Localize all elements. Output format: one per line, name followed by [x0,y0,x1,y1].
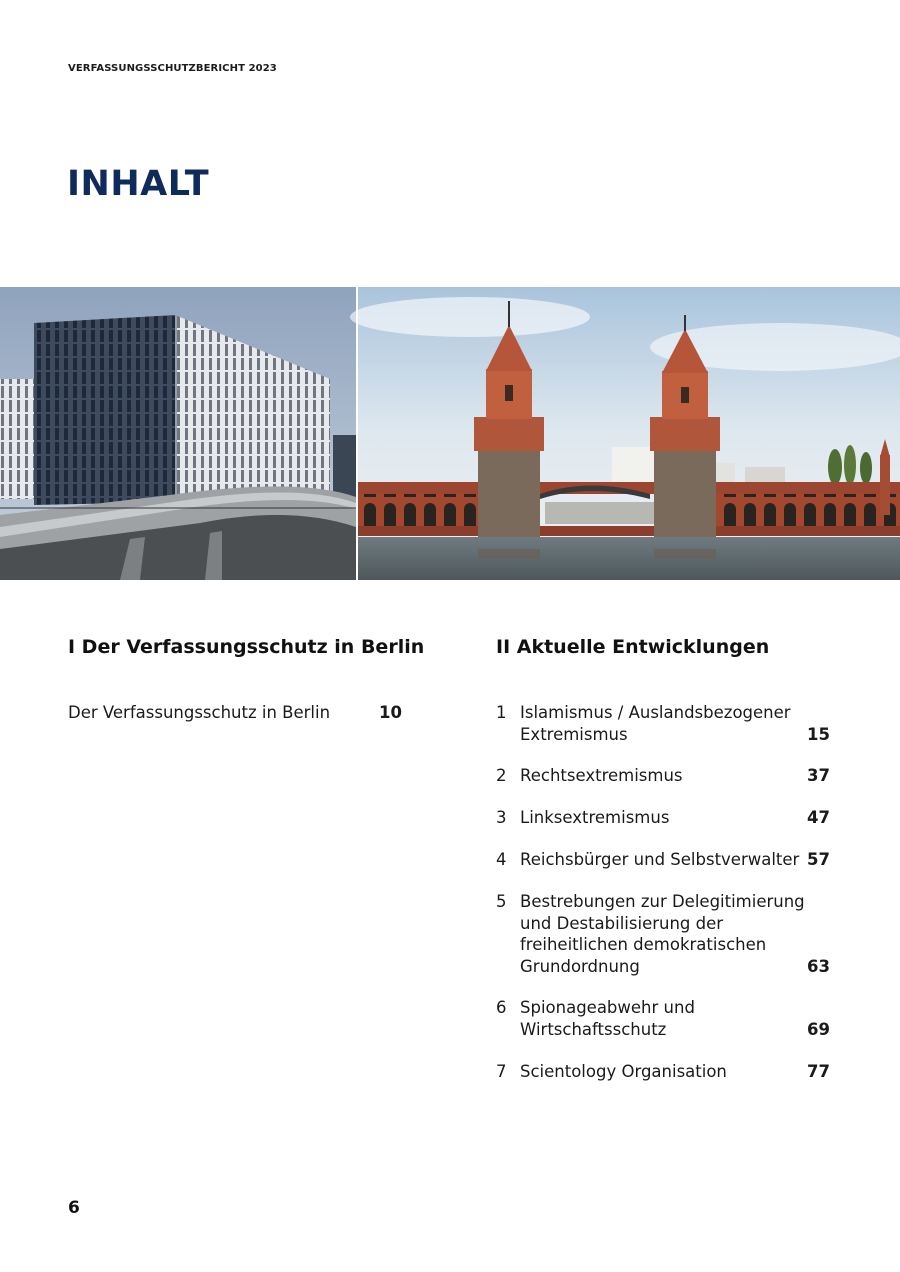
toc-entry-title-line: Extremismus [520,724,628,744]
toc-entry-title-line: Grundordnung [520,956,640,976]
building-bridge-photo [0,287,356,580]
toc-entry-page: 10 [379,703,402,722]
oberbaum-bridge-photo [350,287,900,580]
toc-entry-title-line: Rechtsextremismus [520,766,683,785]
toc-entry-page: 77 [807,1062,830,1081]
toc-entry-title-line: freiheitlichen demokratischen [520,935,767,954]
toc-entry-linksextremismus[interactable] [496,807,830,829]
toc-entry-page: 47 [807,808,830,827]
toc-entry-scientology[interactable] [496,1061,830,1083]
toc-entry-number: 6 [496,998,507,1017]
toc-entry-reichsbuerger[interactable] [496,849,830,871]
toc-entry-number: 4 [496,850,507,869]
toc-entry-part1-1[interactable] [68,702,402,724]
toc-entry-title: Der Verfassungsschutz in Berlin [68,703,331,722]
toc-entry-page: 57 [807,850,830,869]
photo-strip [0,287,900,580]
toc-entry-number: 5 [496,892,507,911]
page-title: INHALT [67,164,210,204]
toc-entry-title-line: Reichsbürger und Selbstverwalter [520,850,800,869]
toc-entry-delegitimierung[interactable] [496,891,830,978]
toc-entry-title-line: Spionageabwehr und [520,998,695,1017]
photo-collage [0,287,900,580]
toc-entry-page: 69 [807,1019,830,1039]
toc-entry-spionageabwehr[interactable] [496,997,830,1040]
page-number: 6 [68,1198,80,1218]
toc-entry-islamismus[interactable] [496,702,830,745]
toc-part2-heading: II Aktuelle Entwicklungen [496,636,770,658]
toc-entry-title-line: Scientology Organisation [520,1062,727,1081]
toc-entry-title-line: Bestrebungen zur Delegitimierung [520,892,805,911]
toc-entry-title-line: Linksextremismus [520,808,670,827]
toc-entry-number: 2 [496,766,507,785]
toc-entry-page: 15 [807,724,830,744]
toc-entry-rechtsextremismus[interactable] [496,765,830,787]
toc-entry-number: 3 [496,808,507,827]
toc-entry-title-line: Wirtschaftsschutz [520,1019,667,1039]
toc-part1-heading: I Der Verfassungsschutz in Berlin [68,636,425,658]
toc-entry-number: 7 [496,1062,507,1081]
toc-entry-number: 1 [496,703,507,722]
toc-entry-title-line: und Destabilisierung der [520,913,724,933]
toc-entry-page: 63 [807,956,830,976]
running-header: VERFASSUNGSSCHUTZBERICHT 2023 [68,63,277,74]
toc-entry-page: 37 [807,766,830,785]
toc-entry-title-line: Islamismus / Auslandsbezogener [520,703,791,722]
